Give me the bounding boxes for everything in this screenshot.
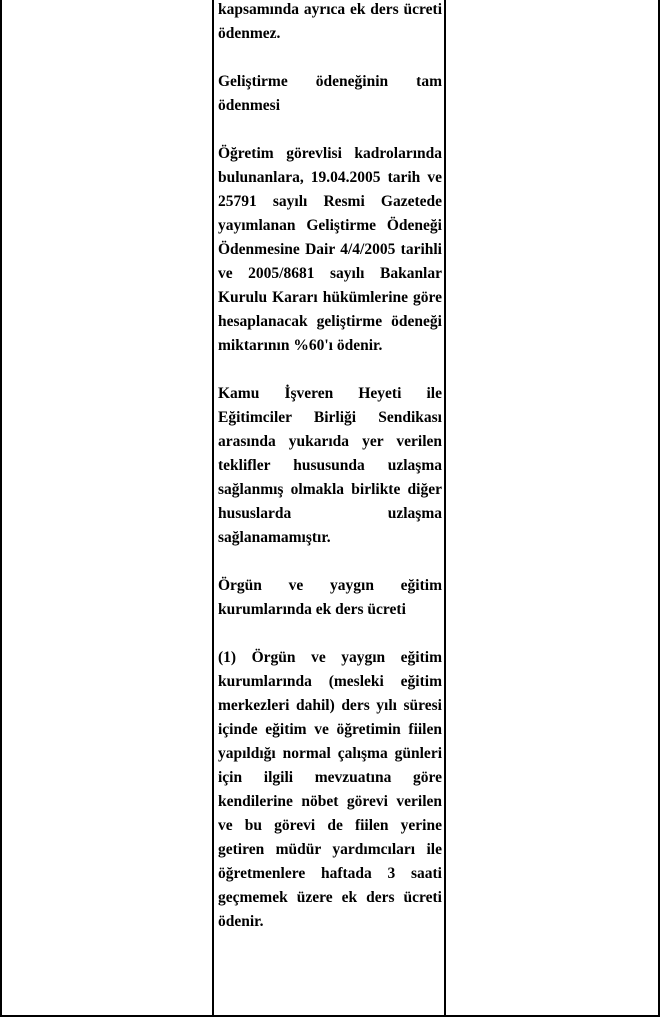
paragraph-extra-lesson-fee: (1) Örgün ve yaygın eğitim kurumlarında (mesleki eğitim merkezleri dahil) ders yılı süresi içinde eğitim ve öğretimin fiilen yapıldığı normal çalışma günleri için ilgili mevzuatına göre kendilerine nöbet görevi verilen ve bu görevi de fiilen yerine getiren müdür yardımcıları ile öğretmenlere haftada 3 saati geçmemek üzere ek ders ücreti ödenir.	[218, 649, 442, 930]
paragraph-development-allowance: Öğretim görevlisi kadrolarında bulunanlara, 19.04.2005 tarih ve 25791 sayılı Resmi Gazetede yayımlanan Geliştirme Ödeneği Ödenmesine Dair 4/4/2005 tarihli ve 2005/8681 sayılı Bakanlar Kurulu Kararı hükümlerine göre hesaplanacak geliştirme ödeneği miktarının %60'ı ödenir.	[218, 145, 442, 354]
paragraph-agreement-status: Kamu İşveren Heyeti ile Eğitimciler Birliği Sendikası arasında yukarıda yer verilen teklifler hususunda uzlaşma sağlanmış olmakla birlikte diğer hususlarda uzlaşma sağlanamamıştır.	[218, 385, 442, 546]
heading-development-allowance: Geliştirme ödeneğinin tam ödenmesi	[218, 73, 442, 114]
paragraph-continuation: kapsamında ayrıca ek ders ücreti ödenmez.	[218, 1, 442, 42]
column-divider-left	[212, 0, 214, 1017]
column-divider-right	[444, 0, 446, 1017]
heading-extra-lesson-fee: Örgün ve yaygın eğitim kurumlarında ek ders ücreti	[218, 577, 442, 618]
middle-column-cell	[218, 0, 442, 934]
table-left-border	[0, 0, 2, 1017]
